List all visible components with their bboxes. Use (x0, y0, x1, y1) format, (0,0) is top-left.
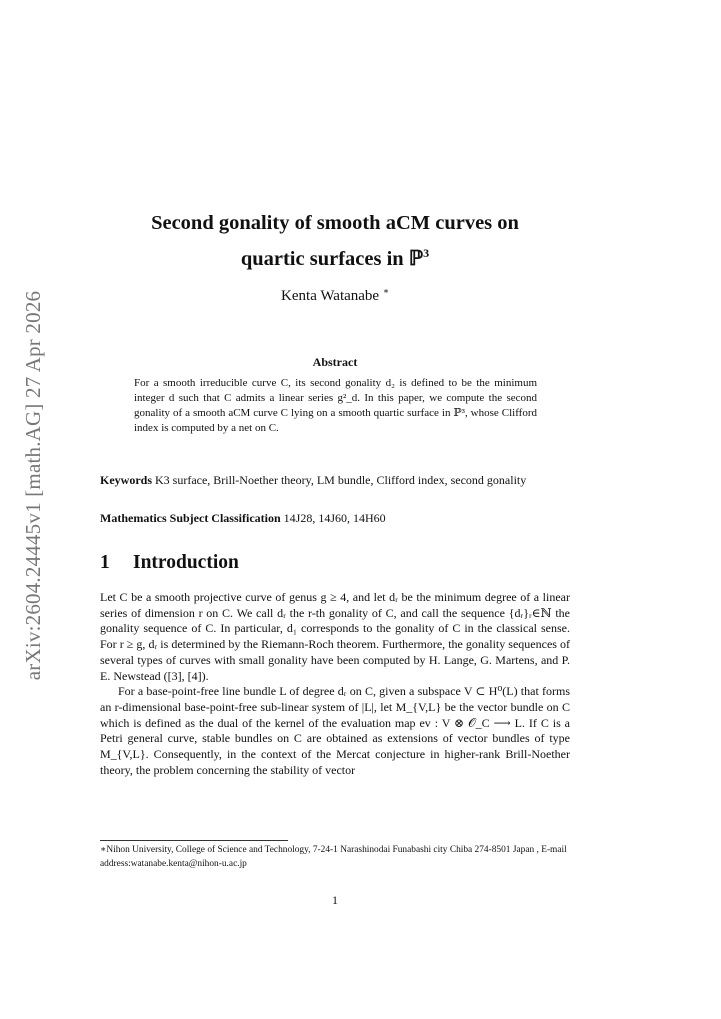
author-footnote-mark: ∗ (382, 286, 389, 296)
keywords (100, 472, 570, 489)
section-title: Introduction (133, 552, 239, 573)
section-number: 1 (100, 552, 110, 573)
title-line-2-superscript: 3 (423, 246, 430, 260)
footnote-rule (100, 840, 288, 841)
arxiv-stamp-text: arXiv:2604.24445v1 [math.AG] 27 Apr 2026 (21, 290, 46, 680)
keywords-text: K3 surface, Brill-Noether theory, LM bundle, Clifford index, second gonality (152, 473, 527, 487)
section-heading (100, 552, 239, 574)
paper-title (90, 208, 580, 274)
abstract-heading: Abstract (312, 355, 358, 369)
paragraph-1: Let C be a smooth projective curve of genus g ≥ 4, and let dᵣ be the minimum degree of a linear series of dimension r on C. We call dᵣ the r-th gonality of C, and call the sequence {dᵣ}ᵣ∈ℕ the gonality sequence of C. In particular, d₁ corresponds to the gonality of C in the classical sense. For r ≥ g, dᵣ is determined by the Riemann-Roch theorem. Furthermore, the gonality sequences of several types of curves with small gonality have been computed by H. Lange, G. Martens, and P. E. Newstead ([3], [4]). (100, 590, 570, 683)
keywords-label: Keywords (100, 473, 152, 487)
abstract-body: For a smooth irreducible curve C, its second gonality d₂ is defined to be the minimum integer d such that C admits a linear series g²_d. In this paper, we compute the second gonality of a smooth aCM curve C lying on a smooth quartic surface in ℙ³, whose Clifford index is computed by a net on C. (134, 377, 537, 435)
paragraph-2: For a base-point-free line bundle L of degree dᵣ on C, given a subspace V ⊂ H⁰(L) that forms an r-dimensional base-point-free sub-linear system of |L|, let M_{V,L} be the vector bundle on C which is defined as the dual of the kernel of the evaluation map ev : V ⊗ 𝒪_C ⟶ L. If C is a Petri general curve, stable bundles on C are obtained as extensions of vector bundles of type M_{V,L}. Consequently, in the context of the Mercat conjecture in higher-rank Brill-Noether theory, the problem concerning the stability of vector (100, 684, 570, 777)
footnote: ∗Nihon University, College of Science and Technology, 7-24-1 Narashinodai Funabashi city Chiba 274-8501 Japan , E-mail address:watanabe.kenta@nihon-u.ac.jp (100, 845, 567, 869)
msc-label: Mathematics Subject Classification (100, 511, 281, 525)
arxiv-stamp (14, 285, 54, 685)
title-line-1: Second gonality of smooth aCM curves on (151, 212, 519, 234)
msc-classification (100, 510, 570, 527)
title-line-2 (90, 238, 580, 274)
introduction-body (100, 590, 570, 778)
msc-text: 14J28, 14J60, 14H60 (280, 511, 386, 525)
author-line (90, 286, 580, 305)
page-number: 1 (332, 893, 338, 907)
author-name: Kenta Watanabe (281, 288, 380, 304)
title-line-2-text: quartic surfaces in ℙ (240, 247, 424, 270)
